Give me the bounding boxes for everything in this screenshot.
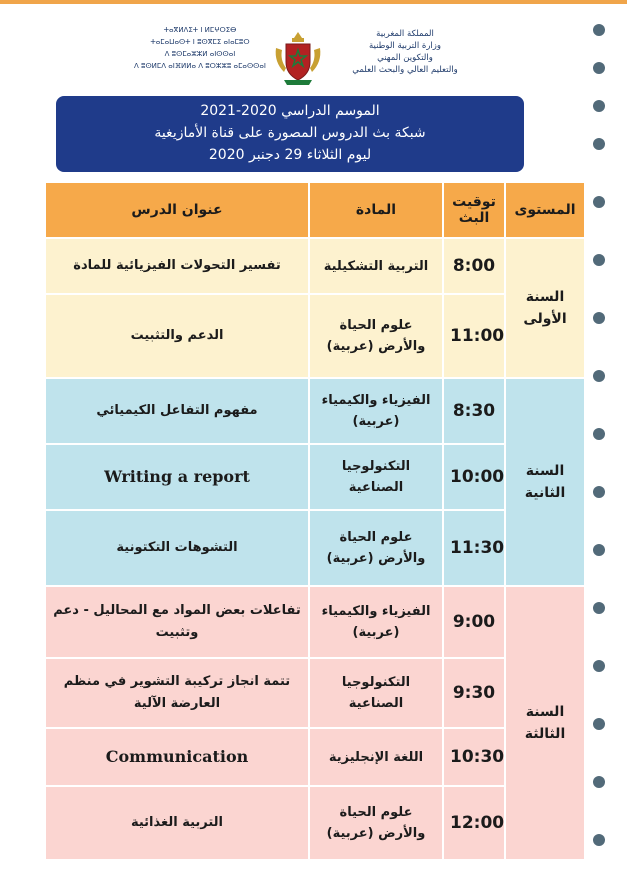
table-row [45, 728, 585, 786]
broadcast-title: شبكة بث الدروس المصورة على قناة الأمازيغية [154, 125, 426, 141]
subject-cell: علوم الحياة والأرض (عربية) [309, 510, 443, 586]
time-cell: 10:00 [443, 444, 505, 510]
lesson-title-cell: Communication [45, 728, 309, 786]
top-accent-strip [0, 0, 627, 4]
table-header-row [45, 182, 585, 238]
header-time: توقيت البث [443, 182, 505, 238]
school-year-title: الموسم الدراسي 2020-2021 [200, 103, 380, 119]
lesson-title-cell: التربية الغذائية [45, 786, 309, 860]
time-cell: 8:30 [443, 378, 505, 444]
lesson-title-cell: الدعم والتثبيت [45, 294, 309, 378]
notebook-binding-dots [593, 0, 607, 890]
binding-dot [593, 718, 605, 730]
subject-cell: علوم الحياة والأرض (عربية) [309, 786, 443, 860]
header-level: المستوى [505, 182, 585, 238]
table-row [45, 786, 585, 860]
binding-dot [593, 660, 605, 672]
subject-cell: الفيزياء والكيمياء (عربية) [309, 586, 443, 658]
table-row [45, 586, 585, 658]
moroccan-coat-of-arms-icon [270, 28, 326, 88]
level-cell: السنة الثانية [505, 378, 585, 586]
binding-dot [593, 428, 605, 440]
time-cell: 10:30 [443, 728, 505, 786]
lesson-title-cell: مفهوم التفاعل الكيميائي [45, 378, 309, 444]
time-cell: 8:00 [443, 238, 505, 294]
lesson-title-cell: تتمة انجاز تركيبة التشوير في منظم العارضة الآلية [45, 658, 309, 728]
table-row [45, 510, 585, 586]
subject-cell: التكنولوجيا الصناعية [309, 444, 443, 510]
table-row [45, 294, 585, 378]
binding-dot [593, 602, 605, 614]
broadcast-date: ليوم الثلاثاء 29 دجنبر 2020 [208, 147, 372, 163]
subject-cell: التكنولوجيا الصناعية [309, 658, 443, 728]
tifinagh-ministry-name: ⵜⴰⴳⵍⴷⵉⵜ ⵏ ⵍⵎⵖⵔⵉⴱ ⵜⴰⵎⴰⵡⴰⵙⵜ ⵏ ⵓⵙⴳⵎⵉ ⴰⵏⴰⵎⵓⵔ ⴷ ⵓⵙⵎⴰⵣⵣⵍ ⴰⵏⵙⵙⴰⵏ ⴷ ⵓⵙⵍⵎⴷ ⴰⵏⴼⵍⵍⴰ ⴷ ⵓⵔⵣⵣⵓ ⴰⵎⴰⵙⵙⴰⵏ [134, 26, 266, 70]
binding-dot [593, 254, 605, 266]
table-row [45, 658, 585, 728]
binding-dot [593, 370, 605, 382]
time-cell: 11:30 [443, 510, 505, 586]
lesson-title-cell: تفاعلات بعض المواد مع المحاليل - دعم وتثبيت [45, 586, 309, 658]
time-cell: 9:30 [443, 658, 505, 728]
binding-dot [593, 544, 605, 556]
header-title: عنوان الدرس [45, 182, 309, 238]
level-cell: السنة الأولى [505, 238, 585, 378]
schedule-title-banner [56, 96, 524, 172]
table-row [45, 444, 585, 510]
lesson-title-cell: تفسير التحولات الفيزيائية للمادة [45, 238, 309, 294]
binding-dot [593, 100, 605, 112]
subject-cell: الفيزياء والكيمياء (عربية) [309, 378, 443, 444]
time-cell: 11:00 [443, 294, 505, 378]
binding-dot [593, 138, 605, 150]
binding-dot [593, 486, 605, 498]
table-row [45, 378, 585, 444]
table-row [45, 238, 585, 294]
binding-dot [593, 776, 605, 788]
arabic-ministry-name: المملكة المغربية وزارة التربية الوطنية والتكوين المهني والتعليم العالي والبحث العلمي [352, 29, 458, 75]
lesson-title-cell: التشوهات التكتونية [45, 510, 309, 586]
binding-dot [593, 312, 605, 324]
binding-dot [593, 196, 605, 208]
broadcast-schedule-table [44, 181, 586, 861]
lesson-title-cell: Writing a report [45, 444, 309, 510]
subject-cell: التربية التشكيلية [309, 238, 443, 294]
document-header [0, 8, 627, 90]
binding-dot [593, 834, 605, 846]
header-subject: المادة [309, 182, 443, 238]
level-cell: السنة الثالثة [505, 586, 585, 860]
time-cell: 12:00 [443, 786, 505, 860]
subject-cell: اللغة الإنجليزية [309, 728, 443, 786]
time-cell: 9:00 [443, 586, 505, 658]
subject-cell: علوم الحياة والأرض (عربية) [309, 294, 443, 378]
